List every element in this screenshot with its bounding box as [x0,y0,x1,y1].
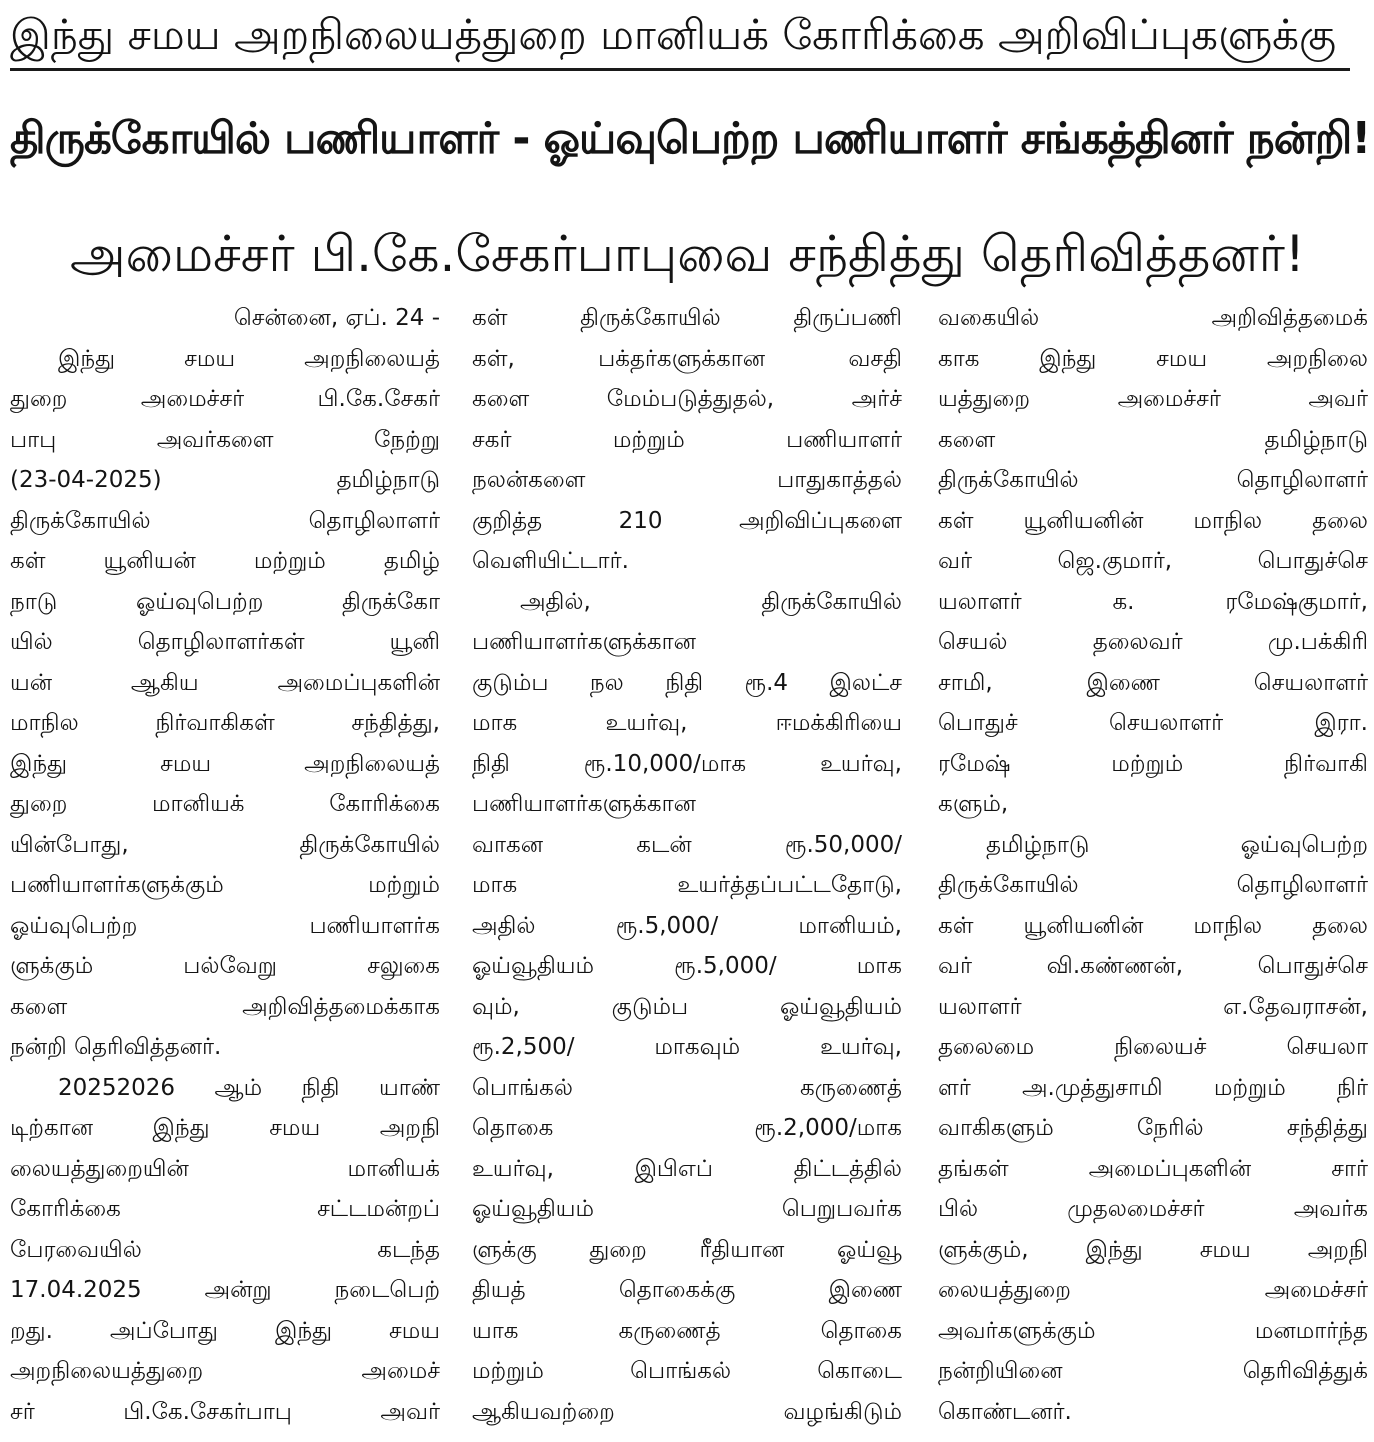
article-line: பேரவையில் கடந்த [10,1236,440,1263]
article-line: வும், குடும்ப ஓய்வூதியம் [472,993,902,1020]
article-line: குடும்ப நல நிதி ரூ.4 இலட்ச [472,669,902,696]
article-line: வர் ஜெ.குமார், பொதுச்செ [938,548,1368,574]
article-line: கோரிக்கை சட்டமன்றப் [10,1196,440,1222]
dateline: சென்னை, ஏப். 24 - [233,305,440,331]
article-line: தமிழ்நாடு ஓய்வுபெற்ற [986,831,1368,858]
article-line: அதில் ரூ.5,000/ மானியம், [472,912,902,939]
article-line: பணியாளர்களுக்கும் மற்றும் [10,872,440,898]
article-column-2 [472,298,902,1438]
article-line: ஆகியவற்றை வழங்கிடும் [472,1398,902,1425]
article-line: தலைமை நிலையச் செயலா [938,1034,1368,1060]
article-line: திருக்கோயில் தொழிலாளர் [938,872,1368,898]
article-line: பொங்கல் கருணைத் [472,1074,902,1101]
article-line: வாகன கடன் ரூ.50,000/ [472,831,902,858]
article-line: பொதுச் செயலாளர் இரா. [938,710,1368,736]
article-line: துறை அமைச்சர் பி.கே.சேகர் [10,386,440,412]
main-headline: திருக்கோயில் பணியாளர் - ஓய்வுபெற்ற பணியாளர் சங்கத்தினர் நன்றி! [10,114,1370,164]
article-line: கள், பக்தர்களுக்கான வசதி [472,345,902,372]
article-line: யில் தொழிலாளர்கள் யூனி [10,629,440,655]
article-line: களும், [938,791,1009,817]
article-line: தங்கள் அமைப்புகளின் சார் [938,1155,1368,1182]
article-line: றது. அப்போது இந்து சமய [10,1317,440,1344]
article-line: டிற்கான இந்து சமய அறநி [10,1115,440,1141]
article-line: யன் ஆகிய அமைப்புகளின் [10,669,440,696]
article-line: துறை மானியக் கோரிக்கை [10,791,440,817]
article-line: ளுக்கும் பல்வேறு சலுகை [10,953,440,979]
kicker-rule [10,68,1350,71]
article-column-1 [10,298,440,1438]
article-line: ஓய்வூதியம் பெறுபவர்க [472,1196,902,1222]
article-line: திருக்கோயில் தொழிலாளர் [938,467,1368,493]
article-line: இந்து சமய அறநிலையத் [58,345,440,372]
article-line: கள் யூனியன் மற்றும் தமிழ் [10,548,440,574]
article-line: சகர் மற்றும் பணியாளர் [472,426,902,453]
article-line: வெளியிட்டார். [472,548,629,574]
article-line: வகையில் அறிவித்தமைக் [938,305,1368,331]
article-line: மற்றும் பொங்கல் கொடை [472,1358,902,1384]
article-line: தியத் தொகைக்கு இணை [472,1277,902,1303]
article-line: யலாளர் எ.தேவராசன், [938,993,1368,1020]
article-line: (23-04-2025) தமிழ்நாடு [10,467,440,493]
article-line: லையத்துறையின் மானியக் [10,1155,440,1182]
article-line: சர் பி.கே.சேகர்பாபு அவர் [10,1398,440,1425]
article-line: ரூ.2,500/ மாகவும் உயர்வு, [472,1034,902,1060]
article-line: பணியாளர்களுக்கான [472,791,696,817]
article-line: நலன்களை பாதுகாத்தல் [472,467,902,493]
article-line: யலாளர் க. ரமேஷ்குமார், [938,588,1368,615]
article-line: நாடு ஓய்வுபெற்ற திருக்கோ [10,588,440,615]
article-line: தொகை ரூ.2,000/மாக [472,1115,902,1141]
article-line: 17.04.2025 அன்று நடைபெற் [10,1277,440,1303]
article-line: கள் திருக்கோயில் திருப்பணி [472,305,902,331]
article-column-3 [938,298,1368,1438]
article-line: யத்துறை அமைச்சர் அவர் [938,386,1368,412]
article-line: ரமேஷ் மற்றும் நிர்வாகி [938,750,1368,777]
article-line: அவர்களுக்கும் மனமார்ந்த [938,1317,1368,1344]
sub-headline: அமைச்சர் பி.கே.சேகர்பாபுவை சந்தித்து தெரிவித்தனர்! [70,225,1305,283]
article-line: அறநிலையத்துறை அமைச் [10,1358,440,1384]
article-line: ளர் அ.முத்துசாமி மற்றும் நிர் [938,1074,1368,1101]
article-line: களை அறிவித்தமைக்காக [10,993,440,1020]
article-line: நன்றி தெரிவித்தனர். [10,1034,222,1060]
article-line: மாக உயர்வு, ஈமக்கிரியை [472,710,902,736]
article-line: இந்து சமய அறநிலையத் [10,750,440,777]
article-line: கள் யூனியனின் மாநில தலை [938,507,1368,534]
article-line: திருக்கோயில் தொழிலாளர் [10,507,440,534]
article-line: பில் முதலமைச்சர் அவர்க [938,1196,1368,1222]
article-line: உயர்வு, இபிஎப் திட்டத்தில் [472,1155,902,1182]
article-line: ஓய்வூதியம் ரூ.5,000/ மாக [472,953,902,979]
article-line: காக இந்து சமய அறநிலை [938,345,1368,372]
article-line: லையத்துறை அமைச்சர் [938,1277,1368,1303]
article-line: ளுக்கும், இந்து சமய அறநி [938,1236,1368,1263]
article-line: வாகிகளும் நேரில் சந்தித்து [938,1115,1368,1141]
article-line: மாநில நிர்வாகிகள் சந்தித்து, [10,710,440,736]
article-line: 20252026 ஆம் நிதி யாண் [58,1074,440,1101]
kicker-headline: இந்து சமய அறநிலையத்துறை மானியக் கோரிக்கை அறிவிப்புகளுக்கு [10,10,1337,59]
article-line: பாபு அவர்களை நேற்று [10,426,440,453]
article-line: மாக உயர்த்தப்பட்டதோடு, [472,872,902,898]
article-line: ஓய்வுபெற்ற பணியாளர்க [10,912,440,939]
article-line: பணியாளர்களுக்கான [472,629,696,655]
article-line: களை மேம்படுத்துதல், அர்ச் [472,386,902,412]
article-line: செயல் தலைவர் மு.பக்கிரி [938,629,1368,655]
article-line: கொண்டனர். [938,1398,1072,1425]
article-line: குறித்த 210 அறிவிப்புகளை [472,507,902,534]
article-line: ளுக்கு துறை ரீதியான ஓய்வூ [472,1236,902,1263]
article-line: நிதி ரூ.10,000/மாக உயர்வு, [472,750,902,777]
article-line: கள் யூனியனின் மாநில தலை [938,912,1368,939]
article-line: சாமி, இணை செயலாளர் [938,669,1368,696]
article-line: யின்போது, திருக்கோயில் [10,831,440,858]
article-line: நன்றியினை தெரிவித்துக் [938,1358,1368,1384]
article-line: அதில், திருக்கோயில் [520,588,902,615]
article-line: களை தமிழ்நாடு [938,426,1368,453]
article-line: வர் வி.கண்ணன், பொதுச்செ [938,953,1368,979]
article-line: யாக கருணைத் தொகை [472,1317,902,1344]
